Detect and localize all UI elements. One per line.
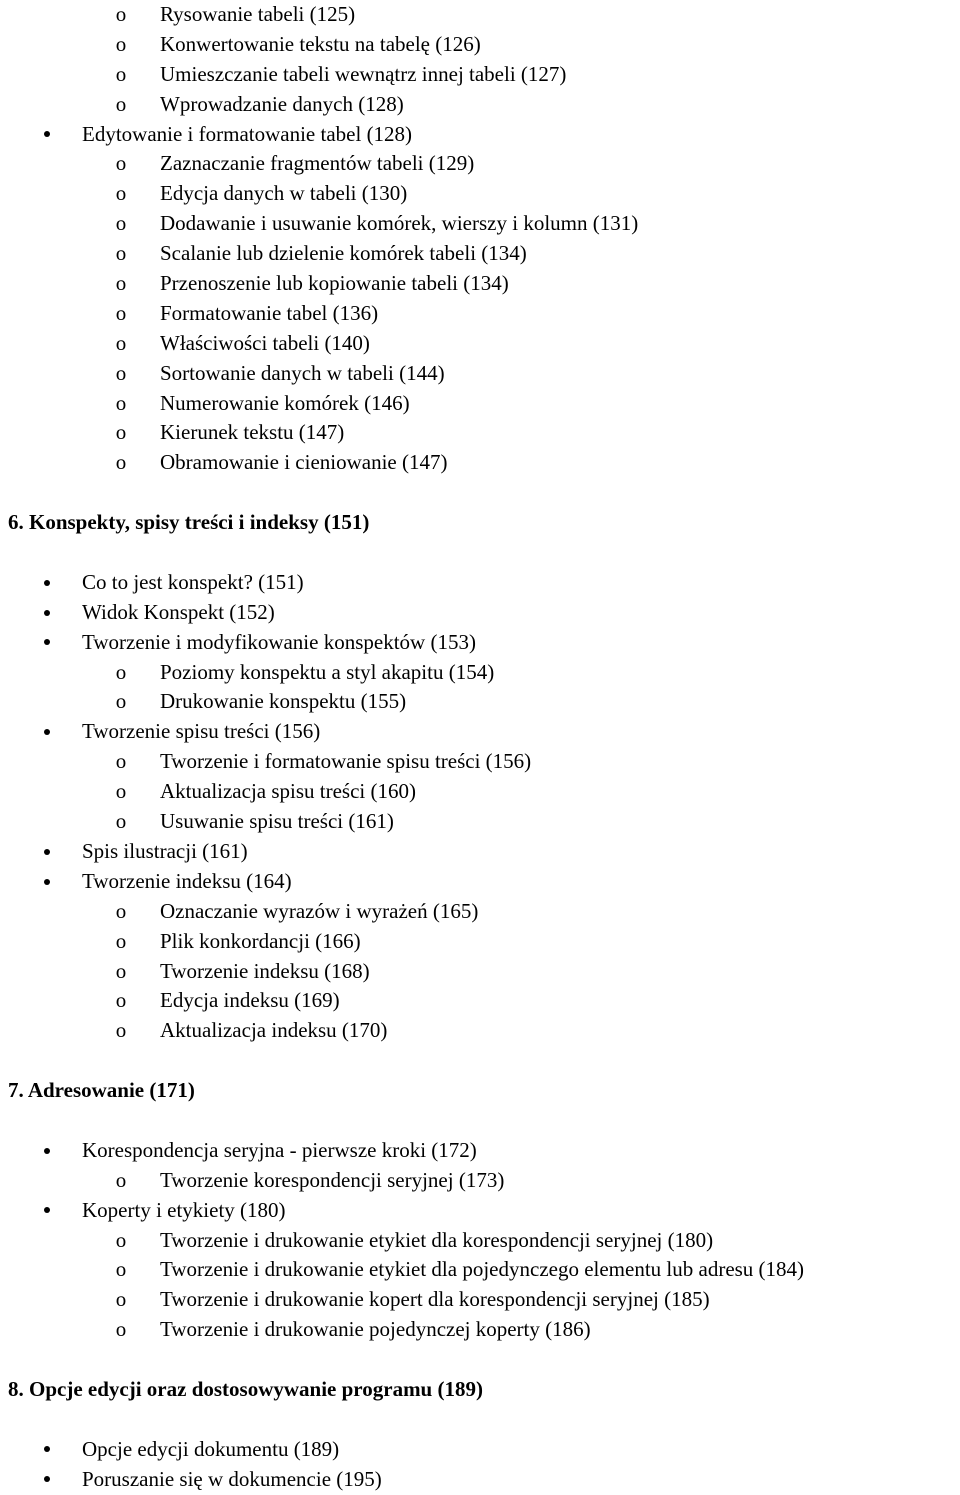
circle-bullet-icon: o xyxy=(115,31,127,56)
entry-text: Plik konkordancji (166) xyxy=(160,928,361,953)
toc-subentry xyxy=(0,807,960,837)
circle-bullet-icon: o xyxy=(115,211,127,236)
bullet-icon xyxy=(38,568,56,598)
bullet-icon xyxy=(38,1136,56,1166)
entry-text: Oznaczanie wyrazów i wyrażeń (165) xyxy=(160,898,479,923)
bullet-dot xyxy=(44,879,50,885)
entry-text: Spis ilustracji (161) xyxy=(82,838,248,863)
circle-bullet-icon: o xyxy=(115,1018,127,1043)
toc-subentry xyxy=(0,60,960,90)
entry-text: Co to jest konspekt? (151) xyxy=(82,569,304,594)
entry-text: Opcje edycji dokumentu (189) xyxy=(82,1436,340,1461)
entry-text: Edytowanie i formatowanie tabel (128) xyxy=(82,121,413,146)
toc-entry xyxy=(0,717,960,747)
bullet-dot xyxy=(44,1446,50,1452)
toc-subentry xyxy=(0,1016,960,1046)
entry-text: Sortowanie danych w tabeli (144) xyxy=(160,360,445,385)
toc-subentry xyxy=(0,658,960,688)
bullet-dot xyxy=(44,1476,50,1482)
circle-bullet-icon: o xyxy=(115,450,127,475)
spacer xyxy=(0,478,960,508)
toc-subentry xyxy=(0,209,960,239)
bullet-icon xyxy=(38,1196,56,1226)
circle-bullet-icon: o xyxy=(115,898,127,923)
entry-text: Tworzenie i drukowanie etykiet dla pojedynczego elementu lub adresu (184) xyxy=(160,1257,805,1282)
circle-bullet-icon: o xyxy=(115,1287,127,1312)
toc-subentry xyxy=(0,269,960,299)
toc-subentry xyxy=(0,1285,960,1315)
spacer xyxy=(0,1106,960,1136)
bullet-icon xyxy=(38,1465,56,1495)
toc-entry xyxy=(0,1435,960,1465)
circle-bullet-icon: o xyxy=(115,241,127,266)
toc-entry xyxy=(0,598,960,628)
entry-text: Edycja indeksu (169) xyxy=(160,988,340,1013)
entry-text: Formatowanie tabel (136) xyxy=(160,300,379,325)
toc-entry xyxy=(0,1136,960,1166)
toc-subentry xyxy=(0,1166,960,1196)
entry-text: Dodawanie i usuwanie komórek, wierszy i kolumn (131) xyxy=(160,211,639,236)
entry-text: Tworzenie indeksu (168) xyxy=(160,958,370,983)
toc-entry xyxy=(0,120,960,150)
entry-text: Tworzenie i drukowanie pojedynczej koperty (186) xyxy=(160,1317,591,1342)
circle-bullet-icon: o xyxy=(115,91,127,116)
toc-subentry xyxy=(0,1226,960,1256)
circle-bullet-icon: o xyxy=(115,659,127,684)
bullet-dot xyxy=(44,1207,50,1213)
toc-subentry xyxy=(0,30,960,60)
toc-entry xyxy=(0,1465,960,1495)
entry-text: Tworzenie i drukowanie etykiet dla korespondencji seryjnej (180) xyxy=(160,1227,714,1252)
toc-subentry xyxy=(0,0,960,30)
entry-text: Aktualizacja indeksu (170) xyxy=(160,1018,388,1043)
toc-subentry xyxy=(0,448,960,478)
toc-subentry xyxy=(0,777,960,807)
entry-text: Tworzenie korespondencji seryjnej (173) xyxy=(160,1167,505,1192)
bullet-icon xyxy=(38,598,56,628)
toc-subentry xyxy=(0,687,960,717)
circle-bullet-icon: o xyxy=(115,300,127,325)
circle-bullet-icon: o xyxy=(115,749,127,774)
circle-bullet-icon: o xyxy=(115,61,127,86)
circle-bullet-icon: o xyxy=(115,330,127,355)
circle-bullet-icon: o xyxy=(115,271,127,296)
toc-subentry xyxy=(0,90,960,120)
circle-bullet-icon: o xyxy=(115,181,127,206)
circle-bullet-icon: o xyxy=(115,1227,127,1252)
entry-text: Tworzenie i formatowanie spisu treści (156) xyxy=(160,749,532,774)
toc-subentry xyxy=(0,149,960,179)
entry-text: Widok Konspekt (152) xyxy=(82,599,275,624)
entry-text: Tworzenie i drukowanie kopert dla korespondencji seryjnej (185) xyxy=(160,1287,710,1312)
circle-bullet-icon: o xyxy=(115,928,127,953)
section-heading: 8. Opcje edycji oraz dostosowywanie programu (189) xyxy=(8,1376,483,1401)
circle-bullet-icon: o xyxy=(115,420,127,445)
circle-bullet-icon: o xyxy=(115,958,127,983)
entry-text: Właściwości tabeli (140) xyxy=(160,330,370,355)
entry-text: Obramowanie i cieniowanie (147) xyxy=(160,450,448,475)
section-heading: 6. Konspekty, spisy treści i indeksy (151) xyxy=(8,510,370,535)
spacer xyxy=(0,538,960,568)
bullet-icon xyxy=(38,628,56,658)
entry-text: Aktualizacja spisu treści (160) xyxy=(160,779,416,804)
toc-subentry xyxy=(0,299,960,329)
entry-text: Drukowanie konspektu (155) xyxy=(160,689,407,714)
toc-entry xyxy=(0,867,960,897)
spacer xyxy=(0,1345,960,1375)
entry-text: Edycja danych w tabeli (130) xyxy=(160,181,408,206)
bullet-dot xyxy=(44,610,50,616)
entry-text: Zaznaczanie fragmentów tabeli (129) xyxy=(160,151,475,176)
entry-text: Poziomy konspektu a styl akapitu (154) xyxy=(160,659,495,684)
toc-subentry xyxy=(0,359,960,389)
entry-text: Tworzenie indeksu (164) xyxy=(82,868,292,893)
entry-text: Przenoszenie lub kopiowanie tabeli (134) xyxy=(160,271,509,296)
circle-bullet-icon: o xyxy=(115,360,127,385)
entry-text: Poruszanie się w dokumencie (195) xyxy=(82,1466,382,1491)
toc-subentry xyxy=(0,747,960,777)
bullet-dot xyxy=(44,131,50,137)
circle-bullet-icon: o xyxy=(115,1317,127,1342)
entry-text: Tworzenie spisu treści (156) xyxy=(82,719,321,744)
entry-text: Koperty i etykiety (180) xyxy=(82,1197,286,1222)
bullet-icon xyxy=(38,867,56,897)
entry-text: Scalanie lub dzielenie komórek tabeli (134) xyxy=(160,241,527,266)
toc-subentry xyxy=(0,329,960,359)
entry-text: Usuwanie spisu treści (161) xyxy=(160,809,394,834)
entry-text: Numerowanie komórek (146) xyxy=(160,390,410,415)
entry-text: Konwertowanie tekstu na tabelę (126) xyxy=(160,31,481,56)
toc-subentry xyxy=(0,239,960,269)
circle-bullet-icon: o xyxy=(115,151,127,176)
toc-entry xyxy=(0,628,960,658)
circle-bullet-icon: o xyxy=(115,689,127,714)
entry-text: Umieszczanie tabeli wewnątrz innej tabeli (127) xyxy=(160,61,567,86)
toc-subentry xyxy=(0,1315,960,1345)
entry-text: Kierunek tekstu (147) xyxy=(160,420,345,445)
circle-bullet-icon: o xyxy=(115,779,127,804)
toc-subentry xyxy=(0,389,960,419)
toc-subentry xyxy=(0,927,960,957)
spacer xyxy=(0,1405,960,1435)
bullet-icon xyxy=(38,1435,56,1465)
entry-text: Rysowanie tabeli (125) xyxy=(160,2,356,26)
circle-bullet-icon: o xyxy=(115,1257,127,1282)
toc-subentry xyxy=(0,179,960,209)
toc-subentry xyxy=(0,1255,960,1285)
circle-bullet-icon: o xyxy=(115,809,127,834)
bullet-dot xyxy=(44,849,50,855)
toc-subentry xyxy=(0,986,960,1016)
circle-bullet-icon: o xyxy=(115,988,127,1013)
circle-bullet-icon: o xyxy=(115,1167,127,1192)
spacer xyxy=(0,1046,960,1076)
section-heading: 7. Adresowanie (171) xyxy=(8,1078,195,1103)
entry-text: Tworzenie i modyfikowanie konspektów (153) xyxy=(82,629,476,654)
toc-subentry xyxy=(0,897,960,927)
bullet-icon xyxy=(38,717,56,747)
circle-bullet-icon: o xyxy=(115,390,127,415)
bullet-icon xyxy=(38,120,56,150)
entry-text: Wprowadzanie danych (128) xyxy=(160,91,404,116)
bullet-dot xyxy=(44,1148,50,1154)
bullet-dot xyxy=(44,580,50,586)
bullet-icon xyxy=(38,837,56,867)
toc-subentry xyxy=(0,957,960,987)
toc-entry xyxy=(0,837,960,867)
entry-text: Korespondencja seryjna - pierwsze kroki (172) xyxy=(82,1137,477,1162)
bullet-dot xyxy=(44,639,50,645)
toc-entry xyxy=(0,1196,960,1226)
bullet-dot xyxy=(44,729,50,735)
toc-entry xyxy=(0,568,960,598)
circle-bullet-icon: o xyxy=(115,2,127,26)
toc-subentry xyxy=(0,418,960,448)
